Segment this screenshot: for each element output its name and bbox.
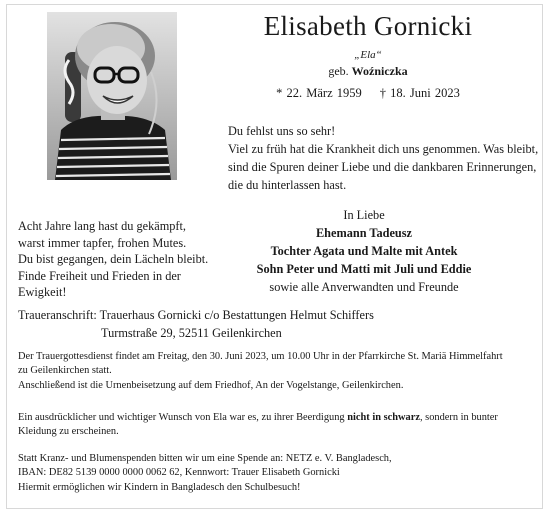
portrait-photo bbox=[47, 12, 177, 180]
donation-info bbox=[18, 452, 392, 495]
death-date: † 18. Juni 2023 bbox=[379, 86, 460, 100]
message-line: sind die Spuren deiner Liebe und die dankbaren Erinnerungen, bbox=[228, 160, 537, 174]
family-closing: sowie alle Anverwandten und Freunde bbox=[269, 280, 459, 294]
message-line: die du hinterlassen hast. bbox=[228, 178, 347, 192]
address-line-2: Turmstraße 29, 52511 Geilenkirchen bbox=[101, 326, 282, 340]
donation-line: Statt Kranz- und Blumenspenden bitten wir um eine Spende an: NETZ e. V. Bangladesch, bbox=[18, 453, 392, 464]
portrait-illustration bbox=[47, 12, 177, 180]
poem-line: Ewigkeit! bbox=[18, 285, 67, 299]
birth-name-prefix: geb. bbox=[328, 64, 349, 78]
mourning-address bbox=[18, 306, 374, 342]
poem-line: warst immer tapfer, frohen Mutes. bbox=[18, 235, 187, 250]
family-member: Sohn Peter und Matti mit Juli und Eddie bbox=[256, 262, 472, 276]
wish-text-before: Ein ausdrücklicher und wichtiger Wunsch von Ela war es, zu ihrer Beerdigung bbox=[18, 412, 348, 423]
service-line: zu Geilenkirchen statt. bbox=[18, 365, 112, 377]
farewell-message bbox=[228, 122, 538, 194]
wish-text-after: , sondern in bunter bbox=[419, 412, 498, 423]
message-line: Du fehlst uns so sehr! bbox=[228, 124, 336, 138]
donation-line: Hiermit ermöglichen wir Kindern in Bangladesch den Schulbesuch! bbox=[18, 481, 301, 493]
wish-line-2: Kleidung zu erscheinen. bbox=[18, 426, 119, 438]
birth-date: * 22. März 1959 bbox=[276, 86, 362, 100]
nickname: „Ela“ bbox=[354, 49, 382, 61]
address-line-1: Traueranschrift: Trauerhaus Gornicki c/o Bestattungen Helmut Schiffers bbox=[18, 308, 374, 322]
birth-name-value: Woźniczka bbox=[351, 64, 408, 78]
dress-wish bbox=[18, 411, 498, 440]
service-line: Anschließend ist die Urnenbeisetzung auf dem Friedhof, An der Vogelstange, Geilenkirchen. bbox=[18, 379, 404, 391]
poem-line: Du bist gegangen, dein Lächeln bleibt. bbox=[18, 252, 209, 266]
deceased-name: Elisabeth Gornicki bbox=[263, 11, 473, 41]
family-member: Ehemann Tadeusz bbox=[315, 226, 413, 240]
life-dates bbox=[218, 86, 518, 101]
poem-line: Acht Jahre lang hast du gekämpft, bbox=[18, 219, 187, 233]
message-line: Viel zu früh hat die Krankheit dich uns genommen. Was bleibt, bbox=[228, 142, 539, 156]
service-info bbox=[18, 350, 503, 393]
donation-line: IBAN: DE82 5139 0000 0000 0062 62, Kennwort: Trauer Elisabeth Gornicki bbox=[18, 467, 340, 479]
wish-emphasis: nicht in schwarz bbox=[347, 412, 420, 423]
family-block bbox=[228, 206, 500, 296]
birth-name bbox=[218, 64, 518, 79]
poem-line: Finde Freiheit und Frieden in der bbox=[18, 268, 181, 283]
family-intro: In Liebe bbox=[343, 208, 385, 222]
poem bbox=[18, 218, 208, 301]
wish-line-1 bbox=[18, 411, 498, 425]
family-member: Tochter Agata und Malte mit Antek bbox=[270, 244, 458, 258]
service-line: Der Trauergottesdienst findet am Freitag, den 30. Juni 2023, um 10.00 Uhr in der Pfarrkirche St. Mariä Himmelfahrt bbox=[18, 351, 503, 362]
